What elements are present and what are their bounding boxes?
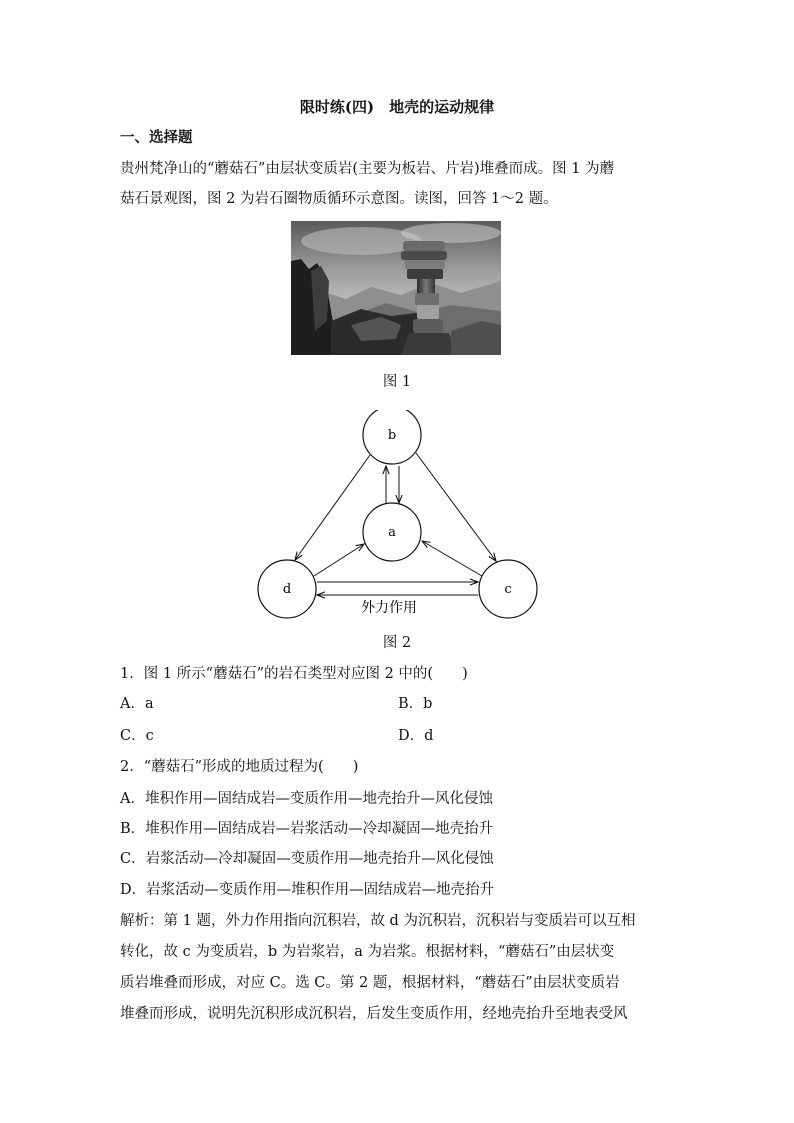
figure-2-caption: 图 2 — [382, 635, 412, 651]
question-2-option-d: D．岩浆活动—变质作用—堆积作用—固结成岩—地壳抬升 — [120, 882, 495, 898]
analysis-line-2: 转化，故 c 为变质岩，b 为岩浆岩，a 为岩浆。根据材料，“蘑菇石”由层状变 — [120, 944, 615, 960]
page-title: 限时练(四) 地壳的运动规律 — [299, 98, 495, 116]
question-2-stem: 2．“蘑菇石”形成的地质过程为( ) — [120, 759, 359, 775]
question-1-option-d: D．d — [398, 728, 434, 744]
question-2-option-c: C．岩浆活动—冷却凝固—变质作用—地壳抬升—风化侵蚀 — [120, 851, 494, 867]
question-2-option-a: A．堆积作用—固结成岩—变质作用—地壳抬升—风化侵蚀 — [120, 791, 493, 807]
analysis-line-1: 解析：第 1 题，外力作用指向沉积岩，故 d 为沉积岩，沉积岩与变质岩可以互相 — [120, 913, 636, 929]
node-c-label: c — [504, 582, 512, 597]
section-heading: 一、选择题 — [120, 129, 193, 146]
external-force-label: 外力作用 — [361, 600, 417, 616]
question-2-option-b: B．堆积作用—固结成岩—岩浆活动—冷却凝固—地壳抬升 — [120, 821, 494, 837]
arrow-d-to-a — [314, 544, 364, 576]
analysis-line-4: 堆叠而形成，说明先沉积形成沉积岩，后发生变质作用，经地壳抬升至地表受风 — [120, 1006, 628, 1022]
question-1-stem: 1．图 1 所示“蘑菇石”的岩石类型对应图 2 中的( ) — [120, 666, 468, 682]
analysis-line-3: 质岩堆叠而形成，对应 C。选 C。第 2 题，根据材料，“蘑菇石”由层状变质岩 — [120, 975, 620, 991]
question-1-option-c: C．c — [120, 728, 154, 744]
mushroom-rock-photo — [291, 221, 501, 355]
intro-line-1: 贵州梵净山的“蘑菇石”由层状变质岩(主要为板岩、片岩)堆叠而成。图 1 为蘑 — [120, 161, 615, 177]
question-1-option-a: A．a — [120, 696, 154, 712]
node-a-label: a — [388, 525, 396, 540]
node-d-label: d — [282, 582, 292, 597]
arrow-c-to-a — [422, 541, 482, 576]
question-1-option-b: B．b — [398, 696, 433, 712]
figure-1-caption: 图 1 — [382, 374, 412, 390]
arrow-b-to-d — [295, 455, 370, 560]
rock-cycle-diagram — [250, 410, 550, 630]
node-b-label: b — [387, 428, 397, 443]
intro-line-2: 菇石景观图，图 2 为岩石圈物质循环示意图。读图，回答 1～2 题。 — [120, 191, 558, 207]
